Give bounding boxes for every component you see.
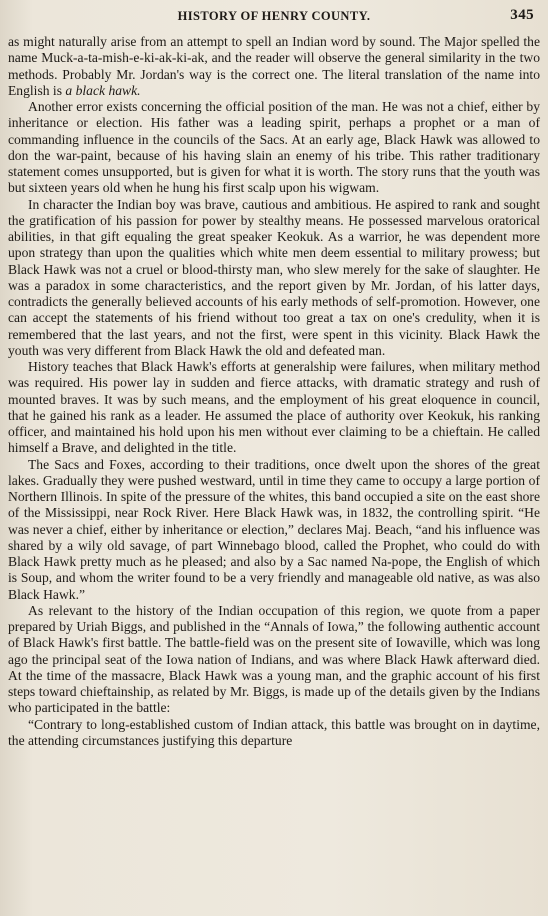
paragraph [8, 34, 540, 99]
paragraph [8, 197, 540, 360]
paragraph [8, 717, 540, 750]
paragraph [8, 457, 540, 603]
text-run: History teaches that Black Hawk's efforts at generalship were failures, when military method was required. His power lay in sudden and fierce attacks, with dramatic strategy and rush of mounted braves. It was by such means, and the employment of his great eloquence in council, that he gained his rank as a leader. He assumed the place of authority over Keokuk, his ranking officer, and maintained his hold upon his men without ever claiming to be a chieftain. He called himself a Brave, and delighted in the title. [8, 359, 540, 456]
running-title: HISTORY OF HENRY COUNTY. [177, 9, 371, 23]
paragraph [8, 603, 540, 717]
text-run: “Contrary to long-established custom of Indian attack, this battle was brought on in daytime, the attending circumstances justifying this departure [8, 716, 540, 748]
text-run: as might naturally arise from an attempt to spell an Indian word by sound. The Major spelled the name Muck-a-ta-mish-e-ki-ak-ki-ak, and the reader will observe the general similarity in the two methods. Probably Mr. Jordan's way is the correct one. The literal translation of the name into English is [8, 34, 540, 98]
body-text [8, 34, 540, 749]
paragraph [8, 359, 540, 457]
italic-text-run: a black hawk. [65, 82, 141, 98]
text-run: In character the Indian boy was brave, cautious and ambitious. He aspired to rank and sought the gratification of his passion for power by stealthy means. He possessed marvelous oratorical abilities, in that gift equaling the great speaker Keokuk. As a warrior, he was dependent more upon strategy than upon the qualities which white men deem essential to military prowess; but Black Hawk was not a cruel or blood-thirsty man, who slew merely for the sake of slaughter. He was a paradox in some characteristics, and the report given by Mr. Jordan, of his latter days, contradicts the generally believed accounts of his early methods of self-promotion. However, one can accept the statements of his friend without too great a tax on one's credulity, when it is remembered that the last years, and not the first, were spent in this vicinity. Black Hawk the youth was very different from Black Hawk the old and defeated man. [8, 196, 540, 358]
running-head [8, 4, 540, 34]
paragraph [8, 99, 540, 197]
page-number: 345 [510, 7, 534, 23]
text-run: Another error exists concerning the official position of the man. He was not a chief, either by inheritance or election. His father was a leading spirit, perhaps a prophet or a man of commanding influence in the councils of the Sacs. At an early age, Black Hawk was allowed to don the war-paint, because of his having slain an enemy of his tribe. This rather traditionary statement comes unsupported, but is given for what it is worth. The story runs that the youth was but sixteen years old when he hung his first scalp upon his wigwam. [8, 99, 540, 196]
text-run: As relevant to the history of the Indian occupation of this region, we quote from a paper prepared by Uriah Biggs, and published in the “Annals of Iowa,” the following authentic account of Black Hawk's first battle. The battle-field was on the present site of Iowaville, which was long ago the principal seat of the Iowa nation of Indians, and was where Black Hawk afterward died. At the time of the massacre, Black Hawk was a young man, and the graphic account of his first steps toward chieftainship, as related by Mr. Biggs, is made up of the details given by the Indians who participated in the battle: [8, 602, 540, 716]
text-run: The Sacs and Foxes, according to their traditions, once dwelt upon the shores of the great lakes. Gradually they were pushed westward, until in time they came to occupy a large portion of Northern Illinois. In spite of the pressure of the whites, this band occupied a site on the east shore of the Mississippi, near Rock River. Here Black Hawk was, in 1832, the controlling spirit. “He was never a chief, either by inheritance or election,” declares Maj. Beach, “and his influence was shared by a wily old savage, of part Winnebago blood, called the Prophet, who could do with Black Hawk pretty much as he pleased; and also by a Sac named Na-pope, the English of which is Soup, and whom the writer found to be a very friendly and manageable old native, as was also Black Hawk.” [8, 456, 540, 602]
